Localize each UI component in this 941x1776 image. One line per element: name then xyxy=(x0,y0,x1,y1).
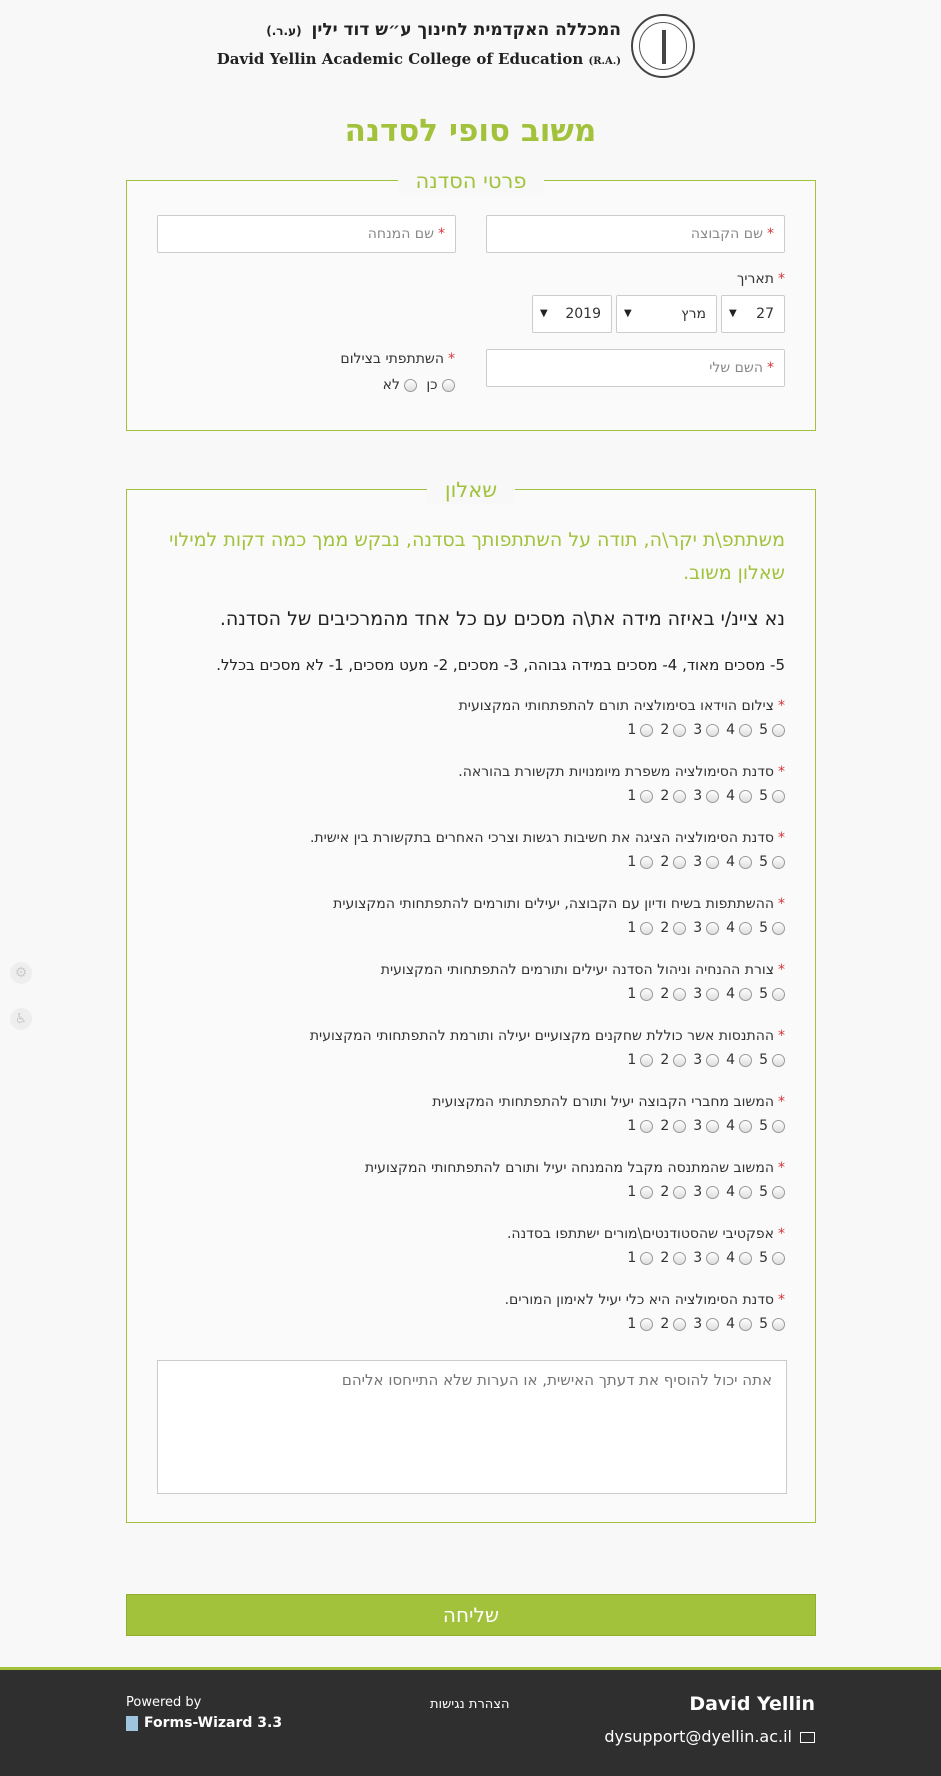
rating-radio[interactable] xyxy=(772,1318,785,1331)
rating-radio[interactable] xyxy=(673,790,686,803)
powered-by-label: Powered by xyxy=(126,1695,202,1710)
rating-options xyxy=(155,920,785,936)
rating-radio[interactable] xyxy=(772,1054,785,1067)
rating-option[interactable]: 3 xyxy=(693,1052,719,1068)
rating-option[interactable]: 2 xyxy=(660,854,686,870)
rating-option[interactable]: 1 xyxy=(627,1184,653,1200)
rating-radio[interactable] xyxy=(706,790,719,803)
rating-option[interactable]: 1 xyxy=(627,788,653,804)
rating-options xyxy=(155,1052,785,1068)
yes-radio[interactable] xyxy=(442,379,455,392)
envelope-icon xyxy=(800,1732,815,1743)
rating-option[interactable]: 4 xyxy=(726,1250,752,1266)
rating-radio[interactable] xyxy=(673,1252,686,1265)
dropdown-arrow-icon: ▼ xyxy=(540,308,548,319)
rating-option[interactable]: 2 xyxy=(660,986,686,1002)
rating-radio[interactable] xyxy=(739,988,752,1001)
rating-option[interactable]: 1 xyxy=(627,1118,653,1134)
rating-radio[interactable] xyxy=(640,1054,653,1067)
rating-radio[interactable] xyxy=(739,1186,752,1199)
rating-option[interactable]: 1 xyxy=(627,1052,653,1068)
rating-option[interactable]: 2 xyxy=(660,1052,686,1068)
rating-option[interactable]: 1 xyxy=(627,1250,653,1266)
rating-options xyxy=(155,1118,785,1134)
rating-radio[interactable] xyxy=(739,922,752,935)
rating-radio[interactable] xyxy=(640,922,653,935)
rating-option[interactable]: 2 xyxy=(660,1250,686,1266)
group-name-input[interactable]: *שם הקבוצה xyxy=(486,215,785,253)
rating-option[interactable]: 4 xyxy=(726,1118,752,1134)
question-text: *אפקטיבי שהסטודנטים\מורים ישתתפו בסדנה. xyxy=(506,1226,785,1242)
rating-radio[interactable] xyxy=(640,1252,653,1265)
required-marker: * xyxy=(778,896,785,912)
survey-section xyxy=(126,478,816,1523)
rating-option[interactable]: 5 xyxy=(759,1118,785,1134)
rating-option[interactable]: 5 xyxy=(759,1250,785,1266)
rating-radio[interactable] xyxy=(640,724,653,737)
question-text: *המשוב שהמתנסה מקבל מהמנחה יעיל ותורם להתפתחותי המקצועית xyxy=(364,1160,785,1176)
rating-options xyxy=(155,1250,785,1266)
required-marker: * xyxy=(778,1226,785,1242)
dropdown-arrow-icon: ▼ xyxy=(729,308,737,319)
rating-option[interactable]: 3 xyxy=(693,1184,719,1200)
rating-option[interactable]: 1 xyxy=(627,920,653,936)
rating-radio[interactable] xyxy=(706,1318,719,1331)
question-item xyxy=(155,1092,785,1134)
rating-option[interactable]: 5 xyxy=(759,854,785,870)
rating-radio[interactable] xyxy=(739,790,752,803)
rating-radio[interactable] xyxy=(706,1252,719,1265)
question-item xyxy=(155,960,785,1002)
rating-radio[interactable] xyxy=(673,724,686,737)
rating-option[interactable]: 5 xyxy=(759,986,785,1002)
rating-radio[interactable] xyxy=(706,922,719,935)
month-select[interactable]: מרץ ▼ xyxy=(616,295,717,333)
question-text: *סדנת הסימולציה משפרת מיומנויות תקשורת בהוראה. xyxy=(458,764,785,780)
rating-options xyxy=(155,788,785,804)
question-item xyxy=(155,762,785,804)
rating-option[interactable]: 2 xyxy=(660,1118,686,1134)
rating-radio[interactable] xyxy=(673,922,686,935)
rating-radio[interactable] xyxy=(772,1120,785,1133)
rating-option[interactable]: 2 xyxy=(660,788,686,804)
rating-option[interactable]: 4 xyxy=(726,1316,752,1332)
required-marker: * xyxy=(778,1160,785,1176)
rating-radio[interactable] xyxy=(772,922,785,935)
my-name-input[interactable]: *השם שלי xyxy=(486,349,785,387)
required-marker: * xyxy=(767,360,774,376)
question-item xyxy=(155,894,785,936)
document-icon xyxy=(126,1716,138,1731)
college-logo xyxy=(216,12,695,80)
date-selects xyxy=(534,295,785,333)
rating-radio[interactable] xyxy=(640,1120,653,1133)
footer-brand: David Yellin xyxy=(689,1693,815,1715)
required-marker: * xyxy=(778,764,785,780)
accessibility-statement-link[interactable]: הצהרת נגישות xyxy=(430,1697,510,1712)
rating-radio[interactable] xyxy=(739,1318,752,1331)
rating-radio[interactable] xyxy=(673,1120,686,1133)
required-marker: * xyxy=(778,698,785,714)
question-item xyxy=(155,1026,785,1068)
rating-radio[interactable] xyxy=(673,988,686,1001)
required-marker: * xyxy=(778,830,785,846)
forms-wizard-link[interactable]: Forms-Wizard 3.3 xyxy=(126,1715,282,1731)
rating-radio[interactable] xyxy=(640,1318,653,1331)
rating-radio[interactable] xyxy=(673,1054,686,1067)
date-label: *תאריך xyxy=(736,271,785,287)
question-text: *ההשתתפות בשיח ודיון עם הקבוצה, יעילים ותורמים להתפתחותי המקצועית xyxy=(333,896,785,912)
rating-radio[interactable] xyxy=(706,1120,719,1133)
required-marker: * xyxy=(438,226,445,242)
rating-option[interactable]: 4 xyxy=(726,854,752,870)
rating-radio[interactable] xyxy=(772,790,785,803)
rating-radio[interactable] xyxy=(706,1054,719,1067)
survey-intro: משתתפ\ת יקר\ה, תודה על השתתפותך בסדנה, נבקש ממך כמה דקות למילוי שאלון משוב. xyxy=(169,529,785,584)
rating-options xyxy=(155,854,785,870)
rating-option[interactable]: 2 xyxy=(660,1184,686,1200)
rating-radio[interactable] xyxy=(739,856,752,869)
rating-option[interactable]: 3 xyxy=(693,1118,719,1134)
support-email-link[interactable]: dysupport@dyellin.ac.il xyxy=(604,1727,815,1746)
rating-option[interactable]: 4 xyxy=(726,722,752,738)
survey-instruction: נא ציינ/י באיזה מידה את\ה מסכים עם כל אחד מהמרכיבים של הסדנה. xyxy=(219,608,785,630)
rating-option[interactable]: 1 xyxy=(627,854,653,870)
rating-option[interactable]: 1 xyxy=(627,1316,653,1332)
required-marker: * xyxy=(778,962,785,978)
rating-option[interactable]: 5 xyxy=(759,1316,785,1332)
rating-radio[interactable] xyxy=(640,790,653,803)
rating-option[interactable]: 3 xyxy=(693,788,719,804)
rating-radio[interactable] xyxy=(673,1318,686,1331)
question-text: *צורת ההנחיה וניהול הסדנה יעילים ותורמים להתפתחותי המקצועית xyxy=(380,962,785,978)
rating-option[interactable]: 5 xyxy=(759,788,785,804)
rating-radio[interactable] xyxy=(772,1252,785,1265)
participated-filming-options: כן לא xyxy=(383,377,455,393)
workshop-details-legend: פרטי הסדנה xyxy=(127,167,815,195)
rating-option[interactable]: 5 xyxy=(759,1052,785,1068)
rating-radio[interactable] xyxy=(640,1186,653,1199)
participated-filming-label: *השתתפתי בצילום xyxy=(340,351,455,367)
submit-button[interactable]: שליחה xyxy=(126,1594,816,1636)
rating-option[interactable]: 3 xyxy=(693,1316,719,1332)
rating-radio[interactable] xyxy=(640,988,653,1001)
rating-radio[interactable] xyxy=(739,1120,752,1133)
rating-option[interactable]: 2 xyxy=(660,1316,686,1332)
rating-option[interactable]: 3 xyxy=(693,920,719,936)
rating-option[interactable]: 3 xyxy=(693,986,719,1002)
rating-radio[interactable] xyxy=(772,1186,785,1199)
required-marker: * xyxy=(778,1292,785,1308)
rating-radio[interactable] xyxy=(739,724,752,737)
question-text: *צילום הוידאו בסימולציה תורם להתפתחותי המקצועית xyxy=(458,698,785,714)
rating-option[interactable]: 2 xyxy=(660,920,686,936)
rating-option[interactable]: 3 xyxy=(693,1250,719,1266)
instructor-name-input[interactable]: *שם המנחה xyxy=(157,215,456,253)
rating-radio[interactable] xyxy=(772,856,785,869)
college-seal-icon xyxy=(631,14,695,78)
rating-option[interactable]: 5 xyxy=(759,920,785,936)
rating-radio[interactable] xyxy=(706,988,719,1001)
rating-option[interactable]: 1 xyxy=(627,986,653,1002)
no-radio[interactable] xyxy=(404,379,417,392)
rating-radio[interactable] xyxy=(772,988,785,1001)
rating-option[interactable]: 5 xyxy=(759,722,785,738)
rating-option[interactable]: 4 xyxy=(726,1184,752,1200)
question-item xyxy=(155,1224,785,1266)
rating-radio[interactable] xyxy=(706,1186,719,1199)
rating-radio[interactable] xyxy=(706,856,719,869)
rating-radio[interactable] xyxy=(739,1252,752,1265)
rating-radio[interactable] xyxy=(706,724,719,737)
page-title: משוב סופי לסדנה xyxy=(344,113,597,149)
question-item xyxy=(155,1158,785,1200)
comments-textarea[interactable] xyxy=(157,1360,787,1494)
rating-option[interactable]: 1 xyxy=(627,722,653,738)
rating-radio[interactable] xyxy=(772,724,785,737)
question-item xyxy=(155,828,785,870)
rating-option[interactable]: 2 xyxy=(660,722,686,738)
question-item xyxy=(155,696,785,738)
accessibility-icon[interactable]: ♿ xyxy=(10,1008,32,1030)
dropdown-arrow-icon: ▼ xyxy=(624,308,632,319)
required-marker: * xyxy=(778,1028,785,1044)
year-select[interactable]: 2019 ▼ xyxy=(532,295,612,333)
footer xyxy=(0,1667,941,1776)
rating-options xyxy=(155,722,785,738)
question-text: *ההתנסות אשר כוללת שחקנים מקצועיים יעילה ותורמת להתפתחותי המקצועית xyxy=(309,1028,785,1044)
rating-radio[interactable] xyxy=(640,856,653,869)
required-marker: * xyxy=(767,226,774,242)
rating-options xyxy=(155,1184,785,1200)
day-select[interactable]: 27 ▼ xyxy=(721,295,785,333)
survey-legend: שאלון xyxy=(127,476,815,504)
workshop-details-section xyxy=(126,169,816,431)
rating-option[interactable]: 4 xyxy=(726,986,752,1002)
rating-option[interactable]: 4 xyxy=(726,1052,752,1068)
rating-options xyxy=(155,986,785,1002)
rating-option[interactable]: 3 xyxy=(693,854,719,870)
question-text: *סדנת הסימולציה הציגה את חשיבות רגשות וצרכי האחרים בתקשורת בין אישית. xyxy=(309,830,785,846)
rating-radio[interactable] xyxy=(673,856,686,869)
rating-option[interactable]: 5 xyxy=(759,1184,785,1200)
question-text: *סדנת הסימולציה היא כלי יעיל לאימון המורים. xyxy=(504,1292,785,1308)
rating-option[interactable]: 3 xyxy=(693,722,719,738)
logo-hebrew-name: המכללה האקדמית לחינוך ע״ש דוד ילין (ע.ר.) xyxy=(266,20,621,40)
question-item xyxy=(155,1290,785,1332)
rating-option[interactable]: 4 xyxy=(726,920,752,936)
settings-gear-icon[interactable]: ⚙ xyxy=(10,962,32,984)
required-marker: * xyxy=(778,1094,785,1110)
rating-radio[interactable] xyxy=(739,1054,752,1067)
rating-scale-legend: 5- מסכים מאוד, 4- מסכים במידה גבוהה, 3- מסכים, 2- מעט מסכים, 1- לא מסכים בכלל. xyxy=(216,656,785,674)
logo-english-name: David Yellin Academic College of Education (R.A.) xyxy=(216,50,621,68)
rating-options xyxy=(155,1316,785,1332)
rating-radio[interactable] xyxy=(673,1186,686,1199)
rating-option[interactable]: 4 xyxy=(726,788,752,804)
question-text: *המשוב מחברי הקבוצה יעיל ותורם להתפתחותי המקצועית xyxy=(432,1094,785,1110)
